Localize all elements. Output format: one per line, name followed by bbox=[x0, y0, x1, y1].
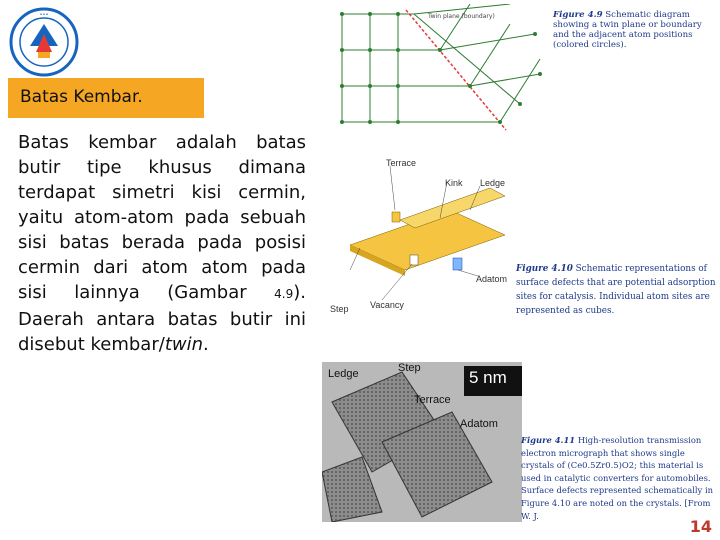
figure-4-10-caption bbox=[516, 262, 716, 318]
svg-text:•••: ••• bbox=[39, 12, 49, 18]
body-paragraph: Batas kembar adalah batas butir tipe khusus dimana terdapat simetri kisi cermin, yaitu atom-atom pada sebuah sisi batas berada pada posisi cermin dari atom atom pada sisi lainnya (Gambar 4.9). Daerah antara batas butir ini disebut kembar/twin. bbox=[18, 132, 306, 355]
figure-4-10-text: Schematic representations of surface defects that are potential adsorption sites for catalysis. Individual atom sites are represented as cubes. bbox=[516, 264, 716, 316]
figure-4-9-label: Figure 4.9 bbox=[553, 10, 603, 20]
figure-4-11-label: Figure 4.11 bbox=[521, 435, 576, 445]
figure-4-11-caption bbox=[521, 434, 716, 522]
tem-label-terrace: Terrace bbox=[414, 394, 451, 406]
label-kink: Kink bbox=[445, 178, 463, 188]
scale-bar bbox=[464, 366, 522, 396]
twin-plane-label: Twin plane (boundary) bbox=[428, 13, 495, 20]
twin-plane-diagram bbox=[330, 4, 548, 138]
body-text-2: Daerah antara batas butir ini disebut kembar/ bbox=[18, 309, 306, 355]
figure-4-10-label: Figure 4.10 bbox=[516, 264, 573, 274]
label-step: Step bbox=[330, 304, 349, 314]
tem-label-ledge: Ledge bbox=[328, 368, 359, 380]
twin-term: twin bbox=[164, 334, 204, 355]
title-bar bbox=[8, 78, 204, 118]
figure-4-9-caption bbox=[553, 10, 703, 50]
tem-label-step: Step bbox=[398, 362, 421, 374]
label-terrace: Terrace bbox=[386, 158, 417, 168]
scale-bar-label: 5 nm bbox=[469, 368, 507, 387]
body-text-1: Batas kembar adalah batas butir tipe khusus dimana terdapat simetri kisi cermin, yaitu atom-atom pada sebuah sisi batas berada pada posisi cermin dari atom atom pada sisi lainnya bbox=[18, 132, 306, 303]
university-logo bbox=[8, 6, 80, 78]
label-ledge: Ledge bbox=[480, 178, 506, 188]
figure-4-11-text: High-resolution transmission electron micrograph that shows single crystals of (Ce0.5Zr0.5)O2; this material is used in catalytic converters for automobiles. Surface defects represented schematically in Figure 4.10 are noted on the crystals. [From W. J. bbox=[521, 435, 714, 521]
page-number: 14 bbox=[689, 517, 712, 536]
tem-micrograph bbox=[322, 362, 522, 522]
tem-label-adatom: Adatom bbox=[460, 418, 498, 430]
slide-title: Batas Kembar. bbox=[20, 87, 143, 107]
label-adatom: Adatom bbox=[476, 274, 508, 284]
label-vacancy: Vacancy bbox=[370, 300, 404, 310]
figure-reference: (Gambar 4.9). bbox=[167, 282, 306, 303]
figure-4-9-text: Schematic diagram showing a twin plane or boundary and the adjacent atom positions (colored circles). bbox=[553, 10, 702, 50]
surface-defects-diagram bbox=[330, 150, 510, 320]
